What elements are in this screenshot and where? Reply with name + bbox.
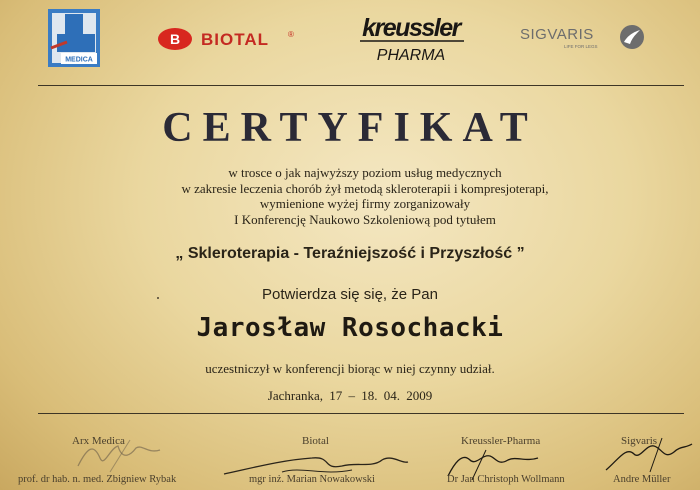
bottom-divider (38, 413, 684, 414)
top-divider (38, 85, 684, 86)
signatory-organization: Biotal (302, 435, 329, 447)
confirmation-text: Potwierdza się się, że Pan (262, 286, 438, 303)
svg-text:SIGVARIS: SIGVARIS (520, 26, 594, 43)
signatory-name: Andre Müller (613, 474, 671, 485)
intro-text (90, 165, 640, 227)
place-date (0, 388, 700, 404)
signatory-name: prof. dr hab. n. med. Zbigniew Rybak (18, 474, 177, 485)
arx-medica-logo (47, 8, 101, 68)
signature-rybak (70, 436, 170, 476)
intro-line: wymienione wyżej firmy zorganizowały (259, 196, 471, 211)
svg-text:kreussler: kreussler (362, 14, 460, 42)
svg-text:MEDICA: MEDICA (65, 56, 93, 64)
signatory-organization: Arx Medica (72, 435, 125, 447)
svg-text:B: B (169, 31, 181, 47)
sponsor-logos (0, 0, 700, 80)
signatory-organization: Sigvaris (621, 435, 658, 447)
recipient-name: Jarosław Rosochacki (196, 313, 504, 343)
signatory-name: mgr inż. Marian Nowakowski (249, 474, 375, 485)
conference-title: „ Skleroterapia - Teraźniejszość i Przyszłość ” (175, 245, 525, 262)
svg-text:PHARMA: PHARMA (376, 47, 446, 64)
svg-text:®: ® (288, 30, 294, 39)
biotal-logo (157, 27, 297, 51)
signatory-name: Dr Jan Christoph Wollmann (447, 474, 565, 485)
signature-muller (600, 436, 696, 476)
intro-line: w zakresie leczenia chorób żył metodą skleroterapii i kompresjoterapi, (181, 180, 549, 196)
kreussler-pharma-logo (354, 10, 469, 66)
date: 17 – 18. 04. 2009 (329, 388, 433, 403)
place: Jachranka, (267, 388, 323, 403)
intro-line: w trosce o jak najwyższy poziom usług medycznych (228, 165, 502, 180)
svg-text:BIOTAL: BIOTAL (201, 30, 270, 49)
intro-line: I Konferencję Naukowo Szkoleniową pod tytułem (234, 211, 496, 227)
participation-text: uczestniczył w konferencji biorąc w niej czynny udział. (205, 361, 495, 376)
sigvaris-logo (520, 22, 650, 56)
signatory-organization: Kreussler-Pharma (461, 435, 541, 447)
certificate-title: CERTYFIKAT (162, 105, 538, 151)
svg-text:LIFE FOR LEGS: LIFE FOR LEGS (564, 44, 598, 49)
